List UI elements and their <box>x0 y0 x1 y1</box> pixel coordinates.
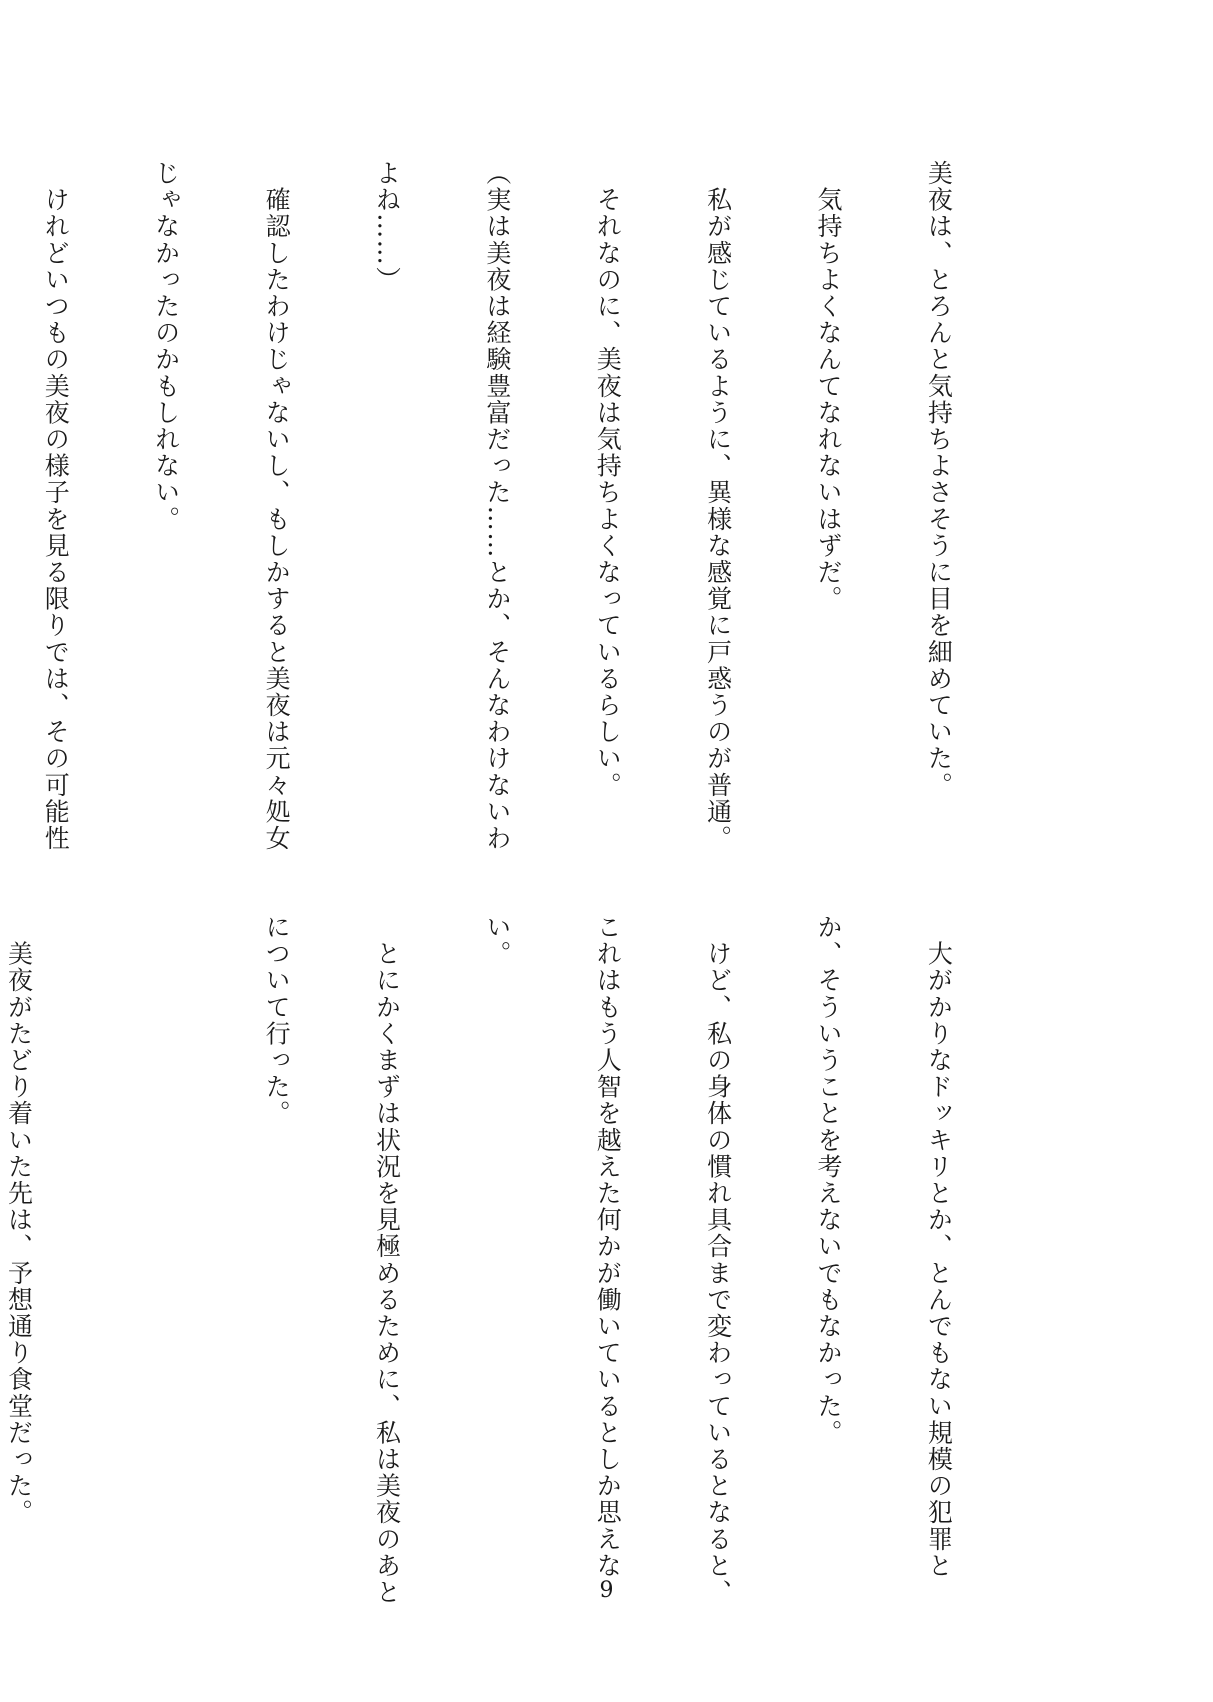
text-line: 私が感じているように、異様な感覚に戸惑うのが普通。 <box>703 160 733 852</box>
text-line: （実は美夜は経験豊富だった……とか、そんなわけないわ <box>482 160 512 852</box>
text-line: これはもう人智を越えた何かが働いているとしか思えな <box>593 914 623 1579</box>
text-line: それなのに、美夜は気持ちよくなっているらしい。 <box>593 160 623 799</box>
text-line: 美夜は、とろんと気持ちよさそうに目を細めていた。 <box>924 160 954 799</box>
text-line: 美夜がたどり着いた先は、予想通り食堂だった。 <box>4 914 34 1526</box>
text-line: い。 <box>482 914 512 968</box>
text-line: か、そういうことを考えないでもなかった。 <box>814 914 844 1446</box>
text-line: について行った。 <box>262 914 292 1127</box>
page-number: 9 <box>599 1578 614 1603</box>
text-line: 気持ちよくなんてなれないはずだ。 <box>814 160 844 613</box>
text-line: けど、私の身体の慣れ具合まで変わっているとなると、 <box>703 914 733 1606</box>
text-line: よね……） <box>372 160 402 293</box>
text-line: じゃなかったのかもしれない。 <box>151 160 181 533</box>
text-line: とにかくまずは状況を見極めるために、私は美夜のあと <box>372 914 402 1606</box>
upper-text-block <box>41 160 1030 852</box>
text-line: けれどいつもの美夜の様子を見る限りでは、その可能性 <box>41 160 71 852</box>
lower-text-block <box>4 914 1030 1606</box>
text-line: 大がかりなドッキリとか、とんでもない規模の犯罪と <box>924 914 954 1579</box>
text-line: 確認したわけじゃないし、もしかすると美夜は元々処女 <box>262 160 292 852</box>
